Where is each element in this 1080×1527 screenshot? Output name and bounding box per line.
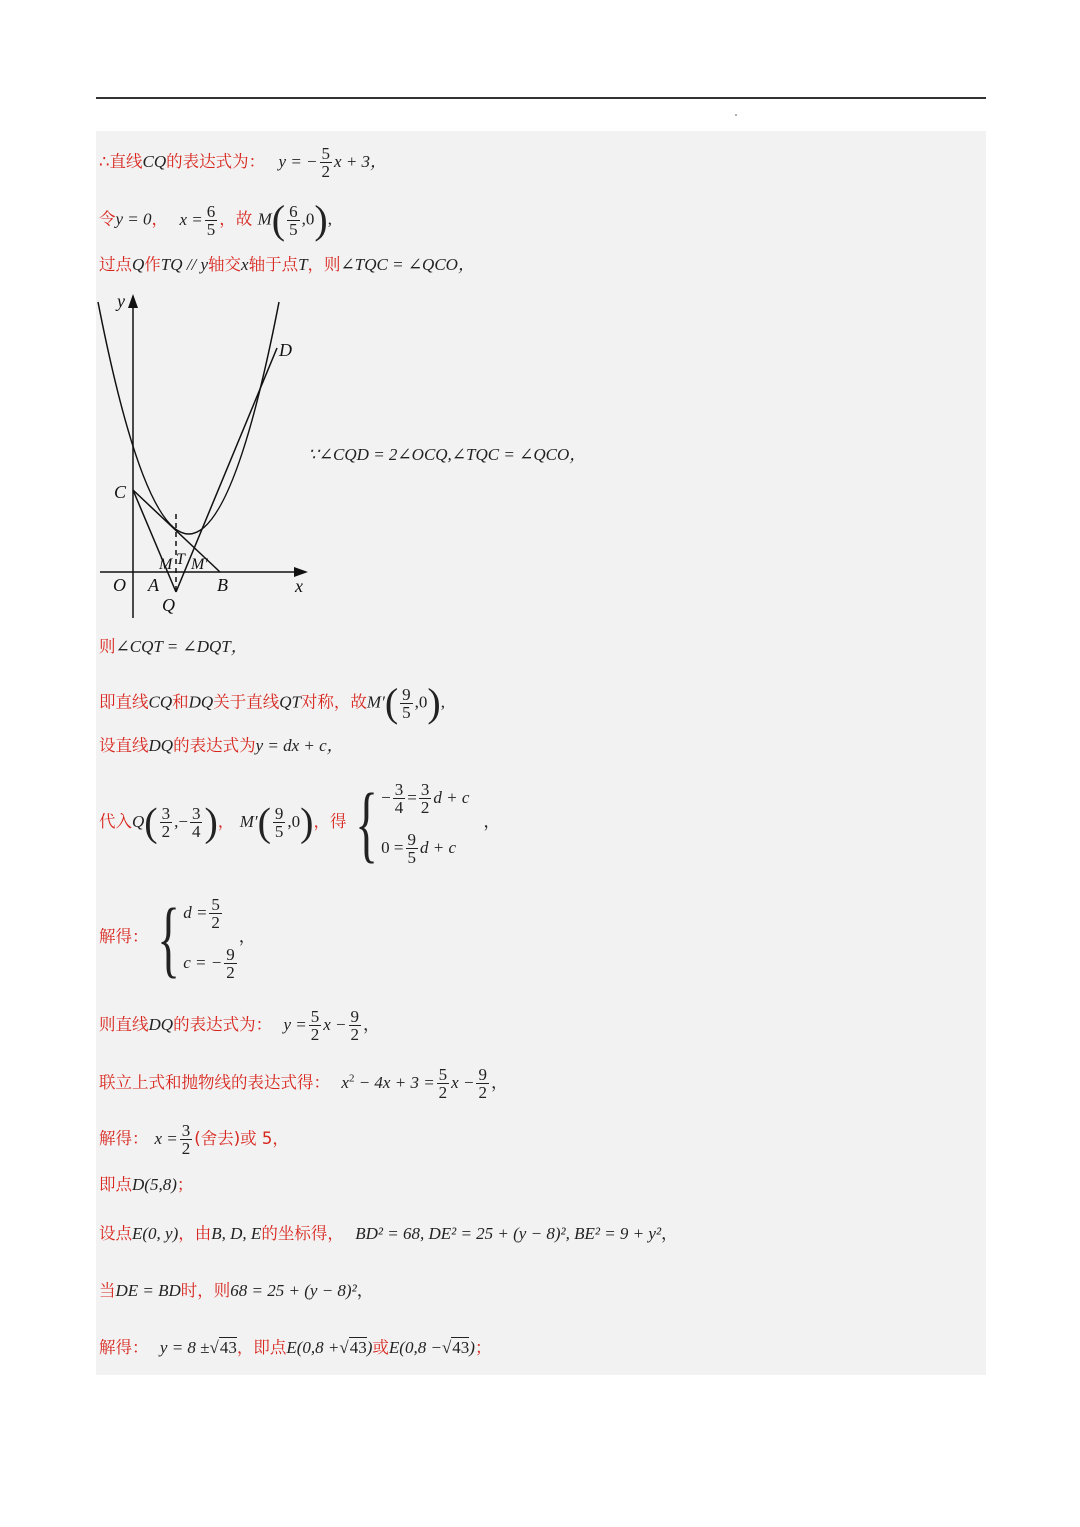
line-tq-parallel: 过点Q作TQ // y轴交x轴于点T，则∠TQC = ∠QCO， [99,255,475,274]
line-point-d: 即点D(5,8)； [99,1175,194,1194]
line-symmetric: 即直线CQ和DQ关于直线QT对称，故M′( $\frac{9}{5}$ ,0), [99,680,445,725]
line-cd [133,348,277,490]
line-solve-x: 解得： x = $\frac{3}{2}$ (舍去)或 5， [99,1121,289,1158]
parabola-figure [96,288,316,628]
label-x: x [295,576,303,596]
label-q: Q [162,595,175,615]
equation-system-2: { d = $\frac{5}{2}$ c = − $\frac{9}{2}$ [157,889,235,986]
line-point-e: 设点E(0, y)，由B, D, E的坐标得， BD² = 68, DE² = 25 + (y − 8)², BE² = 9 + y²， [99,1224,679,1243]
header-rule [96,97,986,99]
line-cq-expression: ∴直线CQ的表达式为： y = − $\frac{5}{2}$ x + 3， [99,144,388,181]
label-t: T [176,551,185,568]
label-c: C [114,482,127,502]
label-m-prime: M′ [191,556,208,573]
line-substitute: 代入Q( $\frac{3}{2}$ ,− $\frac{3}{4}$ )， M′( $\frac{9}{5}$ ,0)，得 { − $\frac{3}{4}$ = $\frac{3}{2}$ d + c 0 = $\frac{9}{5}$ d + c ， [99,772,500,873]
line-solve-dc: 解得： { d = $\frac{5}{2}$ c = − $\frac{9}{2}$ ， [99,887,256,988]
line-point-m: 令y = 0， x = $\frac{6}{5}$ ，故 M( $\frac{6}{5}$ ,0), [99,197,332,242]
line-dq-extended [140,348,277,518]
equation-system-1: { − $\frac{3}{4}$ = $\frac{3}{2}$ d + c 0 = $\frac{9}{5}$ d + c [355,774,470,871]
line-de-equals-bd: 当DE = BD时，则68 = 25 + (y − 8)²， [99,1281,374,1300]
label-o: O [113,575,126,595]
line-because: ∵∠CQD = 2∠OCQ,∠TQC = ∠QCO， [308,445,587,464]
line-solve-y: 解得： y = 8 ±√43，即点E(0,8 +√43)或E(0,8 −√43)； [99,1338,492,1357]
y-axis-arrow [128,294,138,308]
line-angle-equal: 则∠CQT = ∠DQT， [99,637,248,656]
label-y: y [117,291,125,311]
line-combine: 联立上式和抛物线的表达式得： $x^2 - 4x + 3$ = $\frac{5}{2}$ x − $\frac{9}{2}$ ， [99,1065,508,1102]
line-dq-setup: 设直线DQ的表达式为y = dx + c， [99,736,344,755]
label-b: B [217,575,228,595]
line-dq-expression: 则直线DQ的表达式为： y = $\frac{5}{2}$ x − $\frac{9}{2}$ ， [99,1007,381,1044]
label-a: A [148,575,159,595]
header-dot [735,114,737,116]
label-d: D [279,340,292,360]
label-m: M [159,556,173,573]
